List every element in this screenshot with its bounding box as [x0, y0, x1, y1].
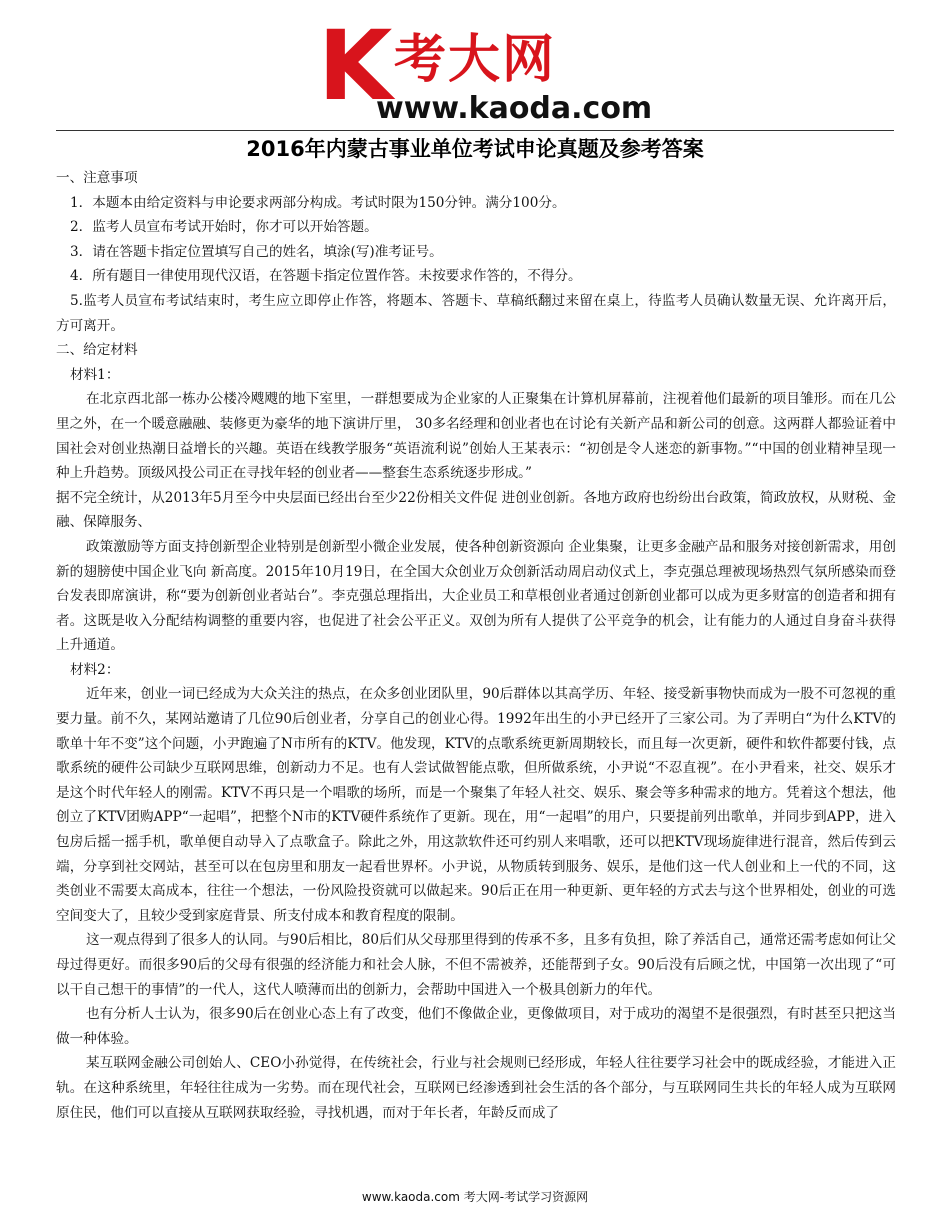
material-2-paragraph-3: 也有分析人士认为，很多90后在创业心态上有了改变，他们不像做企业，更像做项目，对于成功的渴望不是很强烈，有时甚至只把这当做一种体验。 [56, 1006, 896, 1047]
section-heading-materials: 二、给定材料 [56, 342, 138, 359]
note-item-4: 4．所有题目一律使用现代汉语，在答题卡指定位置作答。未按要求作答的，不得分。 [70, 268, 582, 285]
material-2-label: 材料2： [70, 661, 120, 678]
logo-url: www.kaoda.com [376, 91, 653, 126]
material-2-paragraph-1: 近年来，创业一词已经成为大众关注的热点，在众多创业团队里，90后群体以其高学历、年轻、接受新事物快而成为一股不可忽视的重要力量。前不久，某网站邀请了几位90后创业者，分享自己的创业心得。1992年出生的小尹已经开了三家公司。为了弄明白“为什么KTV的歌单十年不变”这个问题，小尹跑遍了N市所有的KTV。他发现，KTV的点歌系统更新周期较长，而且每一次更新，硬件和软件都要付钱，点歌系统的硬件公司缺少互联网思维，创新动力不足。也有人尝试做智能点歌，但所做系统，小尹说“不忍直视”。在小尹看来，社交、娱乐才是这个时代年轻人的刚需。KTV不再只是一个唱歌的场所，而是一个聚集了年轻人社交、娱乐、聚会等多种需求的地方。凭着这个想法，他创立了KTV团购APP“一起唱”，把整个N市的KTV硬件系统作了更新。现在，用“一起唱”的用户，只要提前列出歌单，并同步到APP，进入包房后摇一摇手机，歌单便自动导入了点歌盒子。除此之外，用这款软件还可约别人来唱歌，还可以把KTV现场旋律进行混音，然后传到云端，分享到社交网站，甚至可以在包房里和朋友一起看世界杯。小尹说，从物质转到服务、娱乐，是他们这一代人创业和上一代的不同，这类创业不需要太高成本，往往一个想法，一份风险投资就可以做起来。90后正在用一种更新、更年轻的方式去与这个世界相处，创业的可选空间变大了，且较少受到家庭背景、所支付成本和教育程度的限制。 [56, 686, 896, 924]
material-2-paragraph-4: 某互联网金融公司创始人、CEO小孙觉得，在传统社会，行业与社会规则已经形成，年轻人往往要学习社会中的既成经验，才能进入正轨。在这种系统里，年轻往往成为一劣势。而在现代社会，互联网已经渗透到社会生活的各个部分，与互联网同生共长的年轻人成为互联网原住民，他们可以直接从互联网获取经验，寻找机遇，而对于年长者，年龄反而成了 [56, 1055, 896, 1121]
section-heading-notes: 一、注意事项 [56, 170, 138, 186]
note-item-3: 3．请在答题卡指定位置填写自己的姓名，填涂(写)准考证号。 [70, 243, 443, 260]
note-item-2: 2．监考人员宣布考试开始时，你才可以开始答题。 [70, 219, 378, 236]
header-divider [56, 130, 894, 131]
page-footer: www.kaoda.com 考大网-考试学习资源网 [361, 1190, 589, 1204]
logo-k-letter: K [318, 10, 389, 122]
material-1-paragraph-1: 在北京西北部一栋办公楼冷飕飕的地下室里，一群想要成为企业家的人正聚集在计算机屏幕前，注视着他们最新的项目雏形。而在几公里之外，在一个暖意融融、装修更为豪华的地下演讲厅里， 30多名经理和创业者也在讨论有关新产品和新公司的创意。这两群人都验证着中国社会对创业热潮日益增长的兴趣。英语在线教学服务“英语流利说”创始人王某表示：“初创是令人迷恋的新事物。”“中国的创业精神呈现一种上升趋势。顶级风投公司正在寻找年轻的创业者——整套生态系统逐步形成。” [56, 391, 896, 482]
document-body [56, 166, 896, 1125]
material-1-paragraph-3: 政策激励等方面支持创新型企业特别是创新型小微企业发展，使各种创新资源向 企业集聚，让更多金融产品和服务对接创新需求，用创新的翅膀使中国企业飞向 新高度。2015年10月19日，在全国大众创业万众创新活动周启动仪式上，李克强总理被现场热烈气氛所感染而登台发表即席演讲，称“要为创新创业者站台”。李克强总理指出，大企业员工和草根创业者通过创新创业都可以成为更多财富的创造者和拥有者。这既是收入分配结构调整的重要内容，也促进了社会公平正义。双创为所有人提供了公平竞争的机会，让有能力的人通过自身奋斗获得上升通道。 [56, 538, 896, 654]
kaoda-logo [318, 10, 653, 130]
material-1-label: 材料1： [70, 366, 120, 383]
material-2-paragraph-2: 这一观点得到了很多人的认同。与90后相比，80后们从父母那里得到的传承不多，且多有负担，除了养活自己，通常还需考虑如何让父母过得更好。而很多90后的父母有很强的经济能力和社会人脉，不但不需被养，还能帮到子女。90后没有后顾之忧，中国第一次出现了“可以干自己想干的事情”的一代人，这代人喷薄而出的创新力，会帮助中国进入一个极具创新力的年代。 [56, 932, 896, 998]
note-item-5: 5.监考人员宣布考试结束时，考生应立即停止作答，将题本、答题卡、草稿纸翻过来留在桌上，待监考人员确认数量无误、允许离开后，方可离开。 [56, 292, 896, 334]
note-item-1: 1．本题本由给定资料与申论要求两部分构成。考试时限为150分钟。满分100分。 [70, 194, 566, 211]
material-1-paragraph-2: 据不完全统计，从2013年5月至今中央层面已经出台至少22份相关文件促 进创业创新。各地方政府也纷纷出台政策，简政放权，从财税、金融、保障服务、 [56, 489, 896, 531]
page-title: 2016年内蒙古事业单位考试申论真题及参考答案 [246, 137, 704, 161]
logo-chinese-name: 考大网 [394, 30, 557, 90]
